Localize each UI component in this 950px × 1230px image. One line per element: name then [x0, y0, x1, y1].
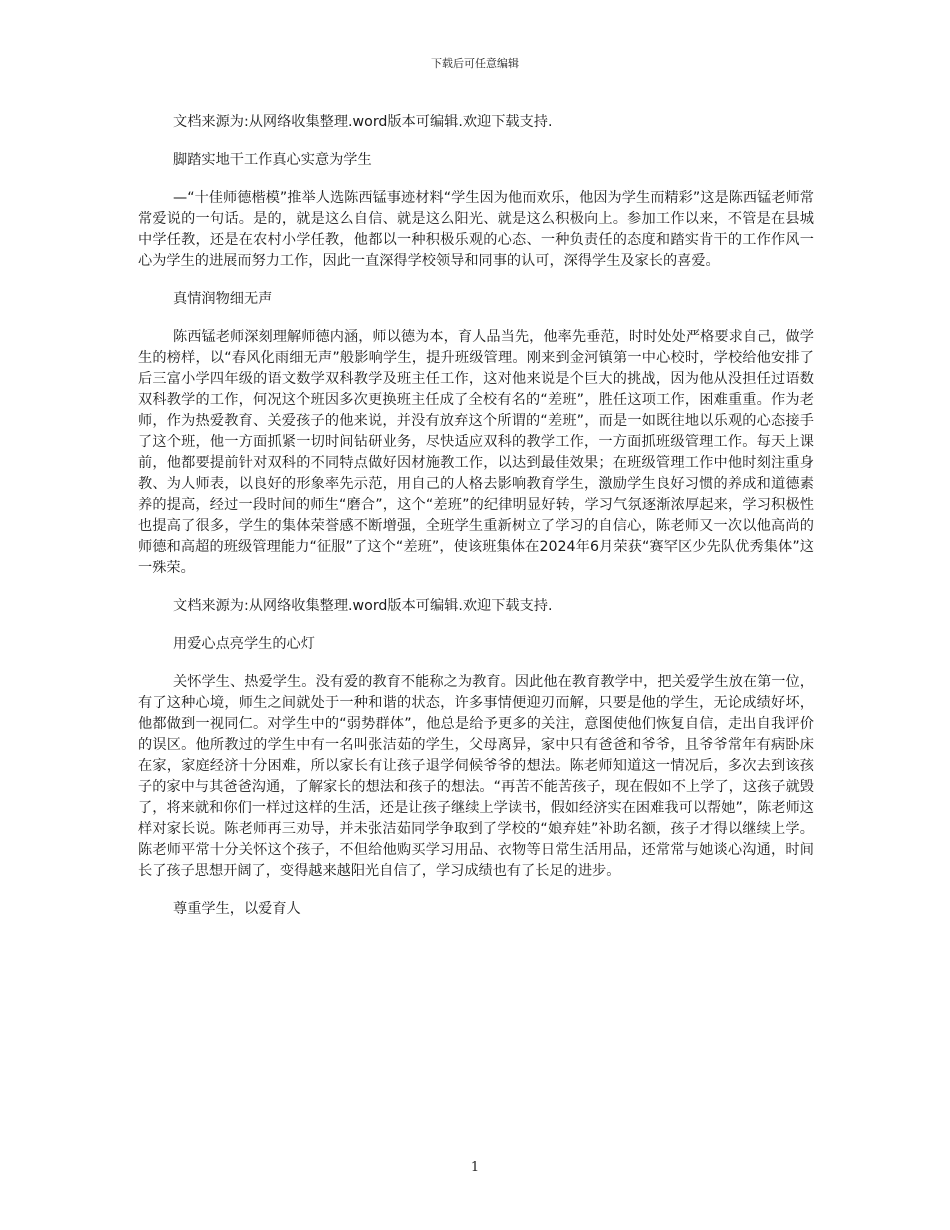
- section-heading: 用爱心点亮学生的心灯: [173, 636, 315, 652]
- section-paragraph: 陈西锰老师深刻理解师德内涵，师以德为本，育人品当先，他率先垂范，时时处处严格要求自己，做学生的榜样，以“春风化雨细无声”般影响学生，提升班级管理。刚来到金河镇第一中心校时，学校给他安排了后三富小学四年级的语文数学双科教学及班主任工作，这对他来说是个巨大的挑战，因为他从没担任过语数双科教学的工作，何况这个班因多次更换班主任成了全校有名的“差班”，胜任这项工作，困难重重。作为老师，作为热爱教育、关爱孩子的他来说，并没有放弃这个所谓的“差班”，而是一如既往地以乐观的心态接手了这个班，他一方面抓紧一切时间钻研业务，尽快适应双科的教学工作，一方面抓班级管理工作。每天上课前，他都要提前针对双科的不同特点做好因材施教工作，以达到最佳效果；在班级管理工作中他时刻注重身教、为人师表，以良好的形象率先示范，用自己的人格去影响教育学生，激励学生良好习惯的养成和道德素养的提高，经过一段时间的师生“磨合”，这个“差班”的纪律明显好转，学习气氛逐渐浓厚起来，学习积极性也提高了很多，学生的集体荣誉感不断增强，全班学生重新树立了学习的自信心，陈老师又一次以他高尚的师德和高超的班级管理能力“征服”了这个“差班”，使该班集体在2024年6月荣获“赛罕区少先队优秀集体”这一殊荣。: [138, 329, 814, 576]
- section-paragraph: 关怀学生、热爱学生。没有爱的教育不能称之为教育。因此他在教育教学中，把关爱学生放在第一位，有了这种心境，师生之间就处于一种和谐的状态，许多事情便迎刃而解，只要是他的学生，无论成绩好坏，他都做到一视同仁。对学生中的“弱势群体”，他总是给予更多的关注，意图使他们恢复自信，走出自我评价的误区。他所教过的学生中有一名叫张洁茹的学生，父母离异，家中只有爸爸和爷爷，且爷爷常年有病卧床在家，家庭经济十分困难，所以家长有让孩子退学伺候爷爷的想法。陈老师知道这一情况后，多次去到该孩子的家中与其爸爸沟通，了解家长的想法和孩子的想法。“再苦不能苦孩子，现在假如不上学了，这孩子就毁了，将来就和你们一样过这样的生活，还是让孩子继续上学读书，假如经济实在困难我可以帮她”，陈老师这样对家长说。陈老师再三劝导，并未张洁茹同学争取到了学校的“娘弃娃”补助名额，孩子才得以继续上学。陈老师平常十分关怀这个孩子，不但给他购买学习用品、衣物等日常生活用品，还常常与她谈心沟通，时间长了孩子思想开阔了，变得越来越阳光自信了，学习成绩也有了长足的进步。: [138, 674, 814, 879]
- document-title: 脚踏实地干工作真心实意为学生: [173, 152, 372, 168]
- section-heading: 尊重学生，以爱育人: [173, 901, 301, 917]
- section-heading: 真情润物细无声: [173, 291, 273, 307]
- source-note: 文档来源为:从网络收集整理.word版本可编辑.欢迎下载支持.: [173, 598, 553, 614]
- page-number: 1: [470, 1160, 480, 1175]
- page-header: 下载后可任意编辑: [431, 57, 519, 70]
- source-note: 文档来源为:从网络收集整理.word版本可编辑.欢迎下载支持.: [173, 114, 553, 130]
- intro-paragraph: —“十佳师德楷模”推举人选陈西锰事迹材料“学生因为他而欢乐，他因为学生而精彩”这是陈西锰老师常常爱说的一句话。是的，就是这么自信、就是这么阳光、就是这么积极向上。参加工作以来，不管是在县城中学任教，还是在农村小学任教，他都以一种积极乐观的心态、一种负责任的态度和踏实肯干的工作作风一心为学生的进展而努力工作，因此一直深得学校领导和同事的认可，深得学生及家长的喜爱。: [138, 190, 814, 269]
- document-body: [138, 112, 814, 937]
